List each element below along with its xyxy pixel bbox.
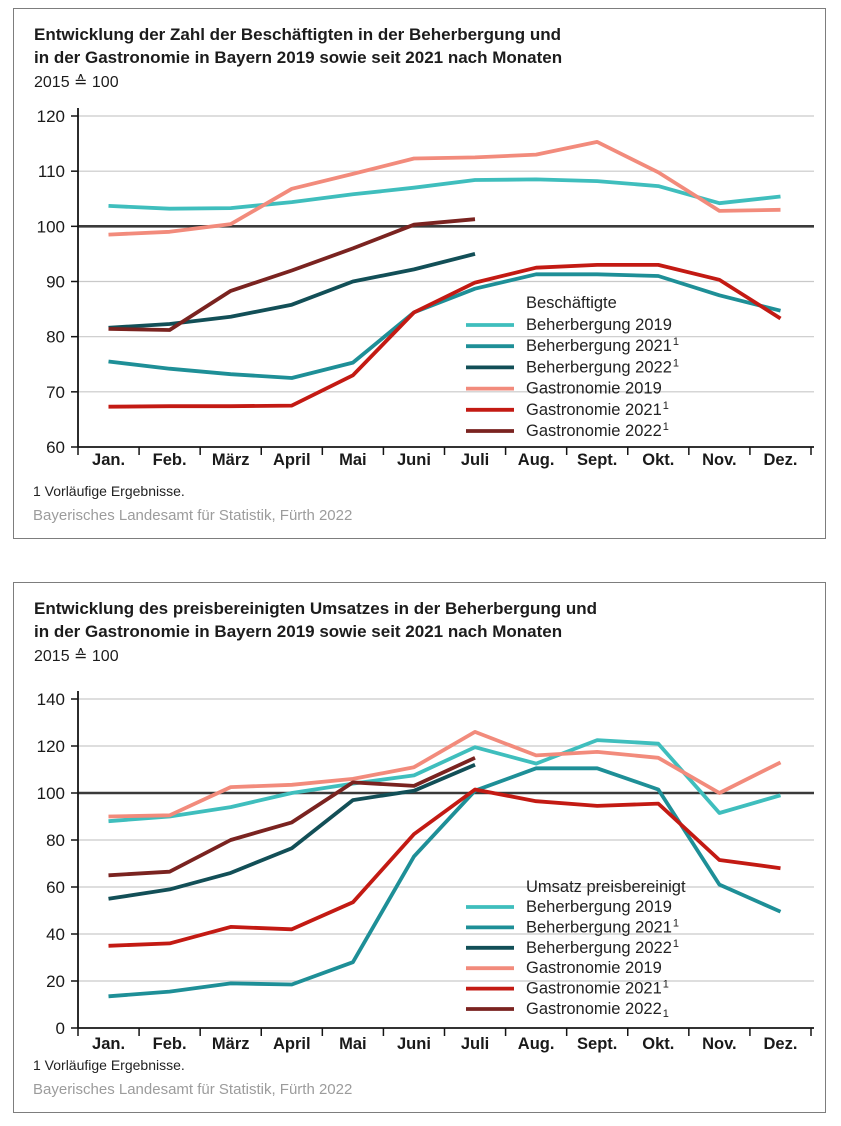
source-credit: Bayerisches Landesamt für Statistik, Fürth 2022: [33, 507, 353, 524]
x-month-label-okt-: Okt.: [642, 451, 675, 469]
y-tick-label-80: 80: [46, 831, 65, 850]
y-tick-label-100: 100: [36, 784, 65, 803]
chart-panel-beschaeftigte: [13, 8, 826, 539]
x-month-label-dez-: Dez.: [763, 1035, 798, 1053]
series-line-beherbergung-2019: [109, 740, 781, 821]
y-tick-label-90: 90: [46, 272, 65, 292]
series-line-beherbergung-2021-1: [109, 274, 781, 378]
y-tick-label-60: 60: [46, 438, 65, 457]
source-credit: Bayerisches Landesamt für Statistik, Fürth 2022: [33, 1081, 353, 1098]
series-line-gastronomie-2022-1: [109, 219, 476, 330]
footnote-preliminary: 1 Vorläufige Ergebnisse.: [33, 483, 185, 499]
x-month-label-mai: Mai: [339, 1035, 367, 1053]
y-tick-label-100: 100: [36, 217, 65, 237]
x-month-label-juli: Juli: [460, 1035, 490, 1053]
legend-label-gastronomie-2022: Gastronomie 20221: [526, 1000, 669, 1020]
x-month-label-sept-: Sept.: [577, 451, 618, 469]
legend-label-beherbergung-2022: Beherbergung 2022$^1$: [526, 937, 679, 957]
x-month-label-aug-: Aug.: [517, 451, 555, 469]
legend-label-gastronomie-2019: Gastronomie 2019: [526, 379, 662, 398]
legend-label-beherbergung-2021: Beherbergung 2021$^1$: [526, 336, 679, 356]
y-tick-label-80: 80: [46, 327, 65, 347]
y-tick-label-70: 70: [46, 382, 65, 402]
legend-label-gastronomie-2021: Gastronomie 2021$^1$: [526, 399, 669, 419]
series-line-gastronomie-2021-1: [109, 790, 781, 946]
x-month-label-jan-: Jan.: [92, 451, 126, 469]
y-tick-label-40: 40: [46, 925, 65, 944]
legend-label-beherbergung-2022: Beherbergung 2022$^1$: [526, 357, 679, 377]
x-month-label-okt-: Okt.: [642, 1035, 675, 1053]
x-month-label-dez-: Dez.: [763, 451, 798, 469]
footnote-preliminary: 1 Vorläufige Ergebnisse.: [33, 1057, 185, 1073]
series-line-beherbergung-2022-1: [109, 254, 476, 328]
legend-title: Umsatz preisbereinigt: [526, 878, 686, 896]
chart-title-line-1: Entwicklung der Zahl der Beschäftigten in der Beherbergung und: [34, 25, 562, 44]
employment-line-chart: [14, 9, 825, 538]
x-month-label-aug-: Aug.: [517, 1035, 555, 1053]
x-month-label-feb-: Feb.: [152, 451, 187, 469]
revenue-line-chart: [14, 583, 825, 1112]
legend-label-beherbergung-2019: Beherbergung 2019: [526, 898, 672, 916]
x-month-label-nov-: Nov.: [702, 451, 737, 469]
x-month-label-juli: Juli: [460, 451, 490, 469]
index-base-note: 2015 ≙ 100: [34, 648, 119, 665]
x-month-label-sept-: Sept.: [577, 1035, 618, 1053]
x-month-label-juni: Juni: [396, 451, 431, 469]
legend-label-beherbergung-2019: Beherbergung 2019: [526, 316, 672, 334]
legend-label-beherbergung-2021: Beherbergung 2021$^1$: [526, 917, 679, 937]
y-tick-label-0: 0: [55, 1019, 65, 1038]
chart-panel-umsatz: [13, 582, 826, 1113]
chart-title-beschaeftigte: [34, 23, 562, 69]
chart-title-line-2: in der Gastronomie in Bayern 2019 sowie seit 2021 nach Monaten: [34, 622, 563, 641]
legend-label-gastronomie-2021: Gastronomie 2021$^1$: [526, 978, 669, 998]
y-tick-label-60: 60: [46, 878, 65, 897]
x-month-label-mai: Mai: [339, 451, 367, 469]
x-month-label-jan-: Jan.: [92, 1035, 126, 1053]
y-tick-label-120: 120: [36, 737, 65, 756]
legend-title: Beschäftigte: [526, 294, 617, 312]
x-month-label-juni: Juni: [396, 1035, 431, 1053]
x-month-label-feb-: Feb.: [152, 1035, 187, 1053]
x-month-label-april: April: [272, 1035, 311, 1053]
series-line-gastronomie-2019: [109, 732, 781, 817]
chart-title-line-2: in der Gastronomie in Bayern 2019 sowie seit 2021 nach Monaten: [34, 48, 563, 67]
y-tick-label-20: 20: [46, 972, 65, 991]
series-line-gastronomie-2021-1: [109, 265, 781, 407]
x-month-label-m-rz: März: [211, 1035, 250, 1053]
index-base-note: 2015 ≙ 100: [34, 74, 119, 91]
chart-title-line-1: Entwicklung des preisbereinigten Umsatzes in der Beherbergung und: [34, 599, 597, 618]
legend-label-gastronomie-2022: Gastronomie 2022$^1$: [526, 421, 669, 440]
x-month-label-m-rz: März: [211, 451, 250, 469]
legend-label-gastronomie-2019: Gastronomie 2019: [526, 959, 662, 978]
y-tick-label-140: 140: [36, 690, 65, 709]
chart-title-umsatz: [34, 597, 597, 643]
y-tick-label-120: 120: [36, 107, 65, 126]
x-month-label-april: April: [272, 451, 311, 469]
x-month-label-nov-: Nov.: [702, 1035, 737, 1053]
y-tick-label-110: 110: [37, 162, 65, 182]
